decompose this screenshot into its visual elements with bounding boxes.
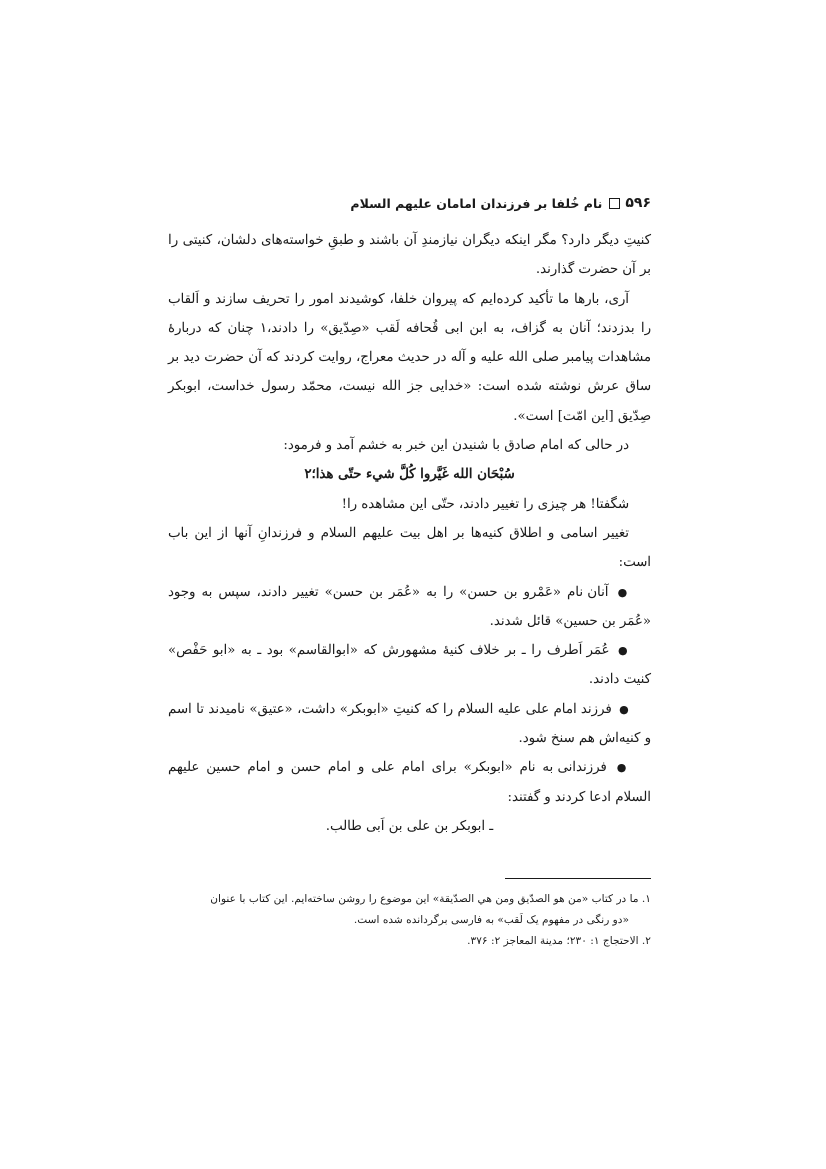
bullet-text: فرزندانی به نام «ابوبکر» برای امام علی و امام حسن و امام حسین علیهم السلام ادعا کردند و گفتند: [168, 760, 651, 805]
paragraph: آری، بارها ما تأکید کرده‌ایم که پیروان خلفا، کوشیدند امور را تحریف سازند و اَلقاب را بدزدند؛ آنان به گزاف، به ابن ابی قُحافه لَقب «صِدّیق» را دادند،۱ چنان که دربارهٔ مشاهدات پیامبر صلی الله علیه و آله در حدیث معراج، روایت کردند که آن حضرت دید بر ساق عرش نوشته شده است: «خدایی جز الله نیست، محمّد رسول خداست، ابوبکر صِدّیق [این امّت] است». [168, 291, 651, 424]
footnote-1-continued: «دو رنگی در مفهوم یک لَقب» به فارسی برگردانده شده است. [353, 914, 629, 926]
bullet-item [168, 636, 651, 695]
bullet-text: عُمَر اَطرف را ـ بر خلاف کنیهٔ مشهورش که «ابوالقاسم» بود ـ به «ابو حَفْص» کنیت دادند. [168, 643, 651, 688]
bullet-text: آنان نام «عَمْرو بن حسن» را به «عُمَر بن حسن» تغییر دادند، سپس به وجود «عُمَر بن حسین» قائل شدند. [168, 584, 651, 629]
footnotes [168, 878, 651, 952]
footnote-1: ۱. ما در کتاب «من هو الصدّیق ومن هي الصدّیقة» این موضوع را روشن ساخته‌ایم. این کتاب با عنوان [210, 893, 651, 905]
bullet-text: فرزند امام علی علیه السلام را که کنیتِ «ابوبکر» داشت، «عتیق» نامیدند تا اسم و کنیه‌اش هم سنخ شود. [168, 701, 651, 747]
bullet-item [168, 695, 651, 754]
running-header [168, 192, 651, 214]
footnote-divider [505, 878, 651, 879]
footnote-2: ۲. الاحتجاج ۱: ۲۳۰؛ مدینة المعاجز ۲: ۳۷۶. [467, 935, 651, 947]
paragraph: شگفتا! هر چیزی را تغییر دادند، حتّی این مشاهده را! [341, 496, 629, 512]
paragraph: تغییر اسامی و اطلاق کنیه‌ها بر اهل بیت علیهم السلام و فرزندانِ آنها از این باب است: [168, 525, 651, 571]
bullet-icon: ● [616, 761, 629, 775]
arabic-quote: سُبْحَان الله غَيَّروا كُلَّ شيء حتّى هذا؛۲ [304, 467, 515, 483]
bullet-icon: ● [619, 702, 629, 716]
paragraph: در حالی که امام صادق با شنیدن این خبر به خشم آمد و فرمود: [283, 438, 629, 454]
bullet-item [168, 753, 651, 812]
square-icon [609, 198, 620, 209]
page-content [168, 192, 651, 841]
running-title: نام خُلفا بر فرزندان امامان علیهم السلام [350, 195, 603, 211]
page-number: ۵۹۶ [625, 195, 651, 211]
quoted-name: ـ ابوبکر بن علی بن اَبی طالب. [325, 818, 494, 834]
bullet-icon: ● [618, 644, 629, 658]
paragraph: کنیتِ دیگر دارد؟ مگر اینکه دیگران نیازمندِ آن باشند و طبقِ خواسته‌های دلشان، کنیتی را بر آن حضرت گذارند. [168, 233, 651, 278]
bullet-item [168, 578, 651, 637]
body-text [168, 226, 651, 841]
bullet-icon: ● [617, 585, 629, 599]
